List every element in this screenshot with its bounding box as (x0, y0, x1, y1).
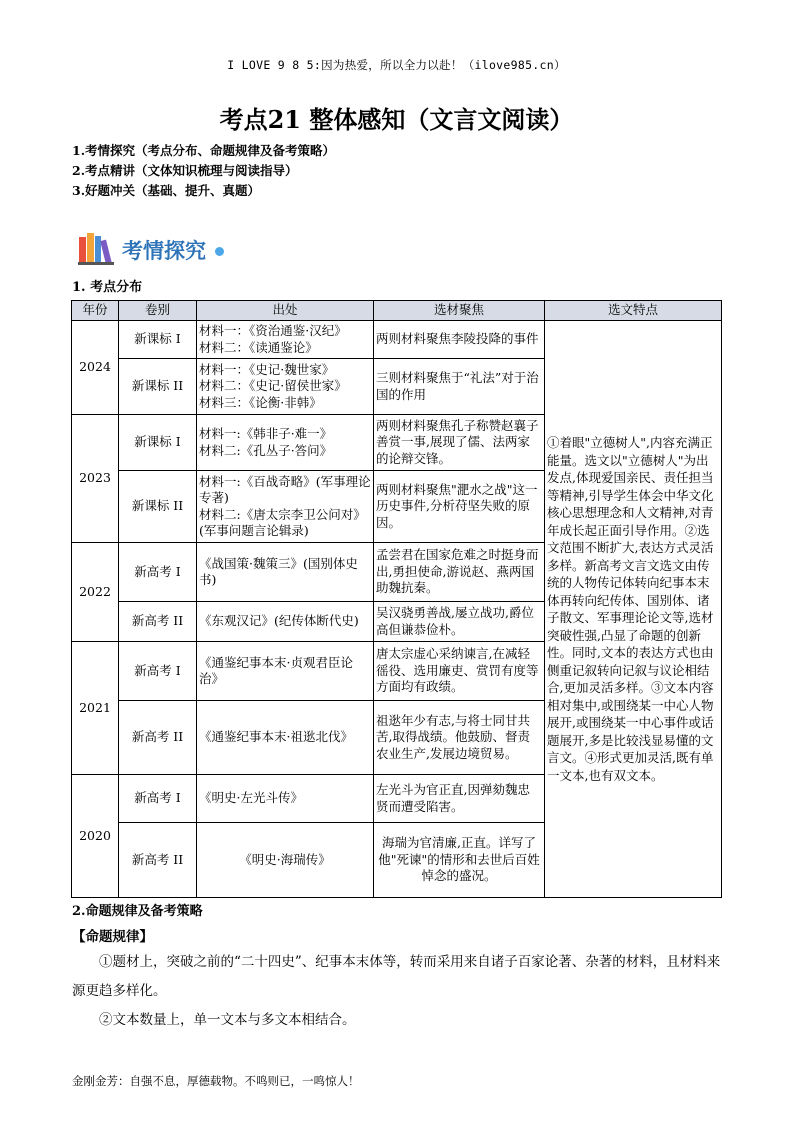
paper-cell: 新课标 II (119, 359, 197, 415)
header-cell: 选材聚焦 (374, 301, 545, 321)
focus-cell: 吴汉骁勇善战,屡立战功,爵位高但谦恭俭朴。 (374, 602, 545, 642)
source-cell: 材料一：《史记·魏世家》 材料二：《史记·留侯世家》 材料三：《论衡·非韩》 (197, 359, 374, 415)
page-title: 考点21 整体感知（文言文阅读） (219, 105, 574, 134)
footer-motto: 金刚金芳：自强不息，厚德载物。不鸣则已，一鸣惊人！ (72, 1074, 360, 1088)
exam-distribution-table (71, 300, 722, 898)
section-heading: 1. 考点分布 (72, 280, 143, 295)
focus-cell: 两则材料聚焦李陵投降的事件 (374, 321, 545, 359)
year-cell: 2021 (72, 642, 119, 775)
banner-dot (215, 247, 224, 256)
source-cell: 材料一：《资治通鉴·汉纪》 材料二：《读通鉴论》 (197, 321, 374, 359)
books-icon (78, 231, 118, 265)
paper-cell: 新高考 I (119, 642, 197, 701)
rule-paragraph: ①题材上，突破之前的“二十四史”、纪事本末体等，转而采用来自诸子百家论著、杂著的材料，且材料来源更趋多样化。 (72, 954, 721, 999)
toc-item: 3.好题冲关（基础、提升、真题） (72, 183, 261, 198)
year-cell: 2020 (72, 775, 119, 898)
year-cell: 2024 (72, 321, 119, 415)
paper-cell: 新高考 I (119, 543, 197, 602)
source-cell: 《通鉴纪事本末·祖逖北伐》 (197, 701, 374, 775)
source-cell: 《东观汉记》(纪传体断代史) (197, 602, 374, 642)
header-cell: 卷别 (119, 301, 197, 321)
focus-cell: 海瑞为官清廉,正直。详写了他"死谏"的情形和去世后百姓悼念的盛况。 (374, 823, 545, 898)
paper-cell: 新课标 II (119, 471, 197, 543)
paper-cell: 新课标 I (119, 321, 197, 359)
focus-cell: 左光斗为官正直,因弹劾魏忠贤而遭受陷害。 (374, 775, 545, 823)
table-header-row (72, 301, 722, 321)
focus-cell: 唐太宗虚心采纳谏言,在减轻徭役、选用廉吏、赏罚有度等方面均有政绩。 (374, 642, 545, 701)
source-cell: 《通鉴纪事本末·贞观君臣论治》 (197, 642, 374, 701)
source-cell: 材料一:《韩非子·难一》 材料二:《孔丛子·答问》 (197, 415, 374, 471)
toc-item: 1.考情探究（考点分布、命题规律及备考策略） (72, 143, 336, 158)
header-motto: I LOVE 9 8 5:因为热爱，所以全力以赴！（ilove985.cn） (227, 58, 566, 72)
year-cell: 2023 (72, 415, 119, 543)
toc-item: 2.考点精讲（文体知识梳理与阅读指导） (72, 163, 298, 178)
paper-cell: 新高考 II (119, 823, 197, 898)
features-cell: ①着眼"立德树人",内容充满正能量。选文以"立德树人"为出发点,体现爱国亲民、责任担当等精神,引导学生体会中华文化核心思想理念和人文精神,对青年成长起正面引导作用。②选文范围不断扩大,表达方式灵活多样。新高考文言文选文由传统的人物传记体转向纪事本末体再转向纪传体、国别体、诸子散文、军事理论论文等,选材突破性强,凸显了命题的创新性。同时,文本的表达方式也由侧重记叙转向记叙与议论相结合,更加灵活多样。③文本内容相对集中,或围绕某一中心人物展开,或围绕某一中心事件或话题展开,多是比较浅显易懂的文言文。④形式更加灵活,既有单一文本,也有双文本。 (545, 321, 722, 898)
paper-cell: 新课标 I (119, 415, 197, 471)
source-cell: 《战国策·魏策三》(国别体史书) (197, 543, 374, 602)
focus-cell: 三则材料聚焦于“礼法”对于治国的作用 (374, 359, 545, 415)
paper-cell: 新高考 I (119, 775, 197, 823)
focus-cell: 两则材料聚焦孔子称赞赵襄子善赏一事,展现了儒、法两家的论辩交锋。 (374, 415, 545, 471)
focus-cell: 祖逖年少有志,与将士同甘共苦,取得战绩。他鼓励、督责农业生产,发展边境贸易。 (374, 701, 545, 775)
focus-cell: 孟尝君在国家危难之时挺身而出,勇担使命,游说赵、燕两国助魏抗秦。 (374, 543, 545, 602)
source-cell: 《明史·左光斗传》 (197, 775, 374, 823)
source-cell: 《明史·海瑞传》 (197, 823, 374, 898)
year-cell: 2022 (72, 543, 119, 642)
focus-cell: 两则材料聚焦"淝水之战"这一历史事件,分析苻坚失败的原因。 (374, 471, 545, 543)
header-cell: 出处 (197, 301, 374, 321)
source-cell: 材料一:《百战奇略》(军事理论专著) 材料二:《唐太宗李卫公问对》(军事问题言论辑录) (197, 471, 374, 543)
rules-heading: 【命题规律】 (72, 929, 153, 945)
table-row (72, 321, 722, 359)
paper-cell: 新高考 II (119, 602, 197, 642)
header-cell: 选文特点 (545, 301, 722, 321)
paper-cell: 新高考 II (119, 701, 197, 775)
section-heading: 2.命题规律及备考策略 (72, 904, 203, 919)
header-cell: 年份 (72, 301, 119, 321)
rule-paragraph: ②文本数量上，单一文本与多文本相结合。 (99, 1012, 356, 1028)
banner-label: 考情探究 (122, 239, 206, 263)
